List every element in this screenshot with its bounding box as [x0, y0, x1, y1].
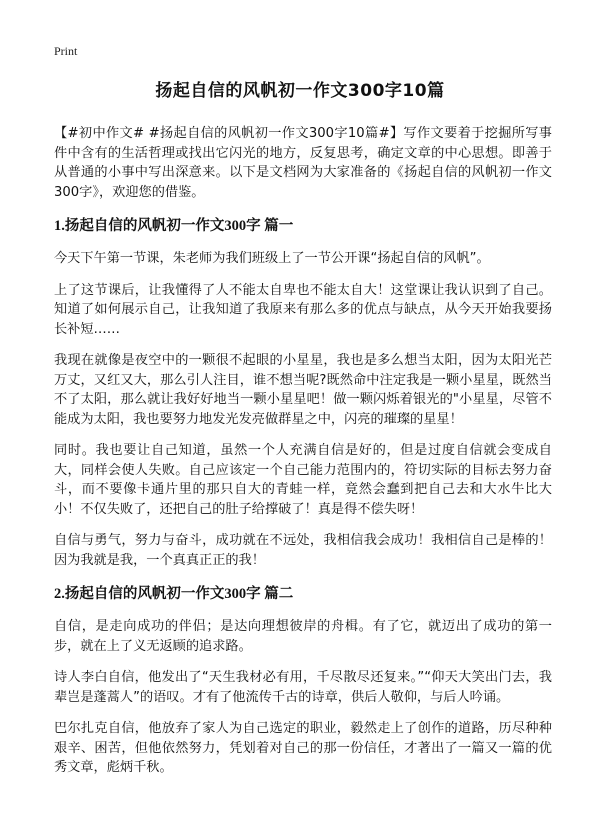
section-2-heading: 2.扬起自信的风帆初一作文300字 篇二	[54, 586, 294, 602]
section-1-paragraph: 我现在就像是夜空中的一颗很不起眼的小星星，我也是多么想当太阳，因为太阳光芒万丈，又红又大，那么引人注目，谁不想当呢?既然命中注定我是一颗小星星，既然当不了太阳，那么就让我好好地当一颗小星星吧！做一颗闪烁着银光的"小星星，尽管不能成为太阳，我也要努力地发光发亮做群星之中，闪亮的璀璨的星星！	[54, 353, 552, 427]
section-1-paragraph: 上了这节课后，让我懂得了人不能太自卑也不能太自大！这堂课让我认识到了自己。知道了如何展示自己，让我知道了我原来有那么多的优点与缺点，从今天开始我要扬长补短……	[54, 282, 552, 337]
intro-paragraph: 【#初中作文# #扬起自信的风帆初一作文300字10篇#】写作文要着于挖掘所写事件中含有的生活哲理或找出它闪光的地方，反复思考，确定文章的中心思想。即善于从普通的小事中写出深意来。以下是文档网为大家准备的《扬起自信的风帆初一作文300字》，欢迎您的借鉴。	[54, 126, 552, 200]
section-1-paragraph: 今天下午第一节课，朱老师为我们班级上了一节公开课“扬起自信的风帆”。	[54, 251, 490, 266]
section-2-paragraph: 自信，是走向成功的伴侣；是达向理想彼岸的舟楫。有了它，就迈出了成功的第一步，就在上了义无返顾的追求路。	[54, 619, 552, 654]
section-1-heading: 1.扬起自信的风帆初一作文300字 篇一	[54, 218, 294, 234]
article-body	[54, 124, 552, 790]
section-1-paragraph: 同时。我也要让自己知道，虽然一个人充满自信是好的，但是过度自信就会变成自大，同样会使人失败。自己应该定一个自己能力范围内的，符切实际的目标去努力奋斗，而不要像卡通片里的那只自大的青蛙一样，竟然会蠢到把自己去和大水牛比大小！不仅失败了，还把自己的肚子给撑破了！真是得不偿失呀！	[54, 443, 552, 517]
section-2-paragraph: 巴尔扎克自信，他放弃了家人为自己选定的职业，毅然走上了创作的道路，历尽种种艰辛、困苦，但他依然努力，凭划着对自己的那一份信任，才著出了一篇又一篇的优秀文章，彪炳千秋。	[54, 721, 552, 775]
page-title: 扬起自信的风帆初一作文300字10篇	[155, 81, 445, 101]
section-1-paragraph: 自信与勇气，努力与奋斗，成功就在不远处，我相信我会成功！我相信自己是棒的！因为我就是我，一个真真正正的我！	[54, 533, 552, 568]
print-link[interactable]: Print	[54, 44, 78, 58]
section-2-paragraph: 诗人李白自信，他发出了“天生我材必有用，千尽散尽还复来。”“仰天大笑出门去，我辈岂是蓬蒿人”的语叹。才有了他流传千古的诗章，供后人敬仰，与后人吟诵。	[54, 670, 552, 705]
